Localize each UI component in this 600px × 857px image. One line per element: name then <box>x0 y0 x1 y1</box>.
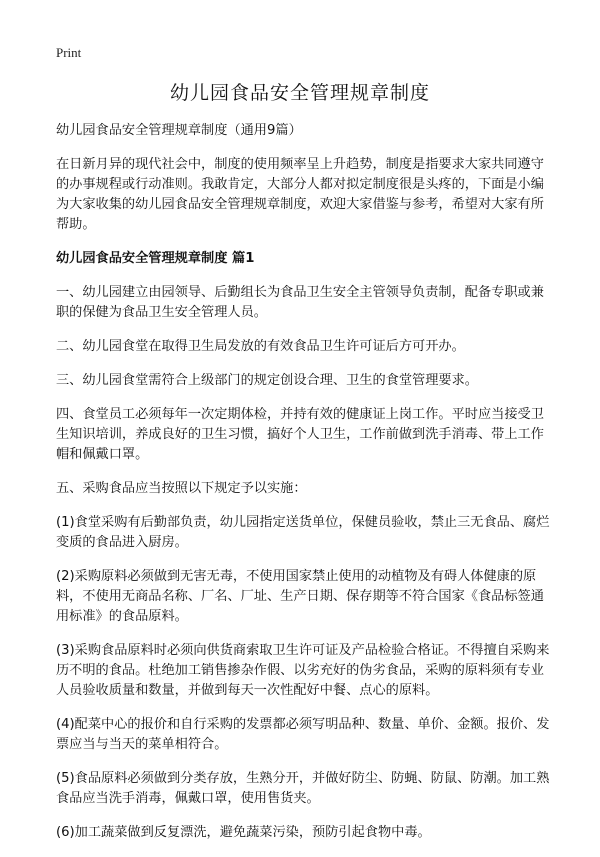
page-title: 幼儿园食品安全管理规章制度 <box>169 82 430 104</box>
section-heading: 幼儿园食品安全管理规章制度 篇1 <box>56 251 255 266</box>
document-subtitle: 幼儿园食品安全管理规章制度（通用9篇） <box>56 123 302 138</box>
document-body <box>56 121 550 857</box>
paragraph-3: 三、幼儿园食堂需符合上级部门的规定创设合理、卫生的食堂管理要求。 <box>56 373 478 388</box>
paragraph-9: (4)配菜中心的报价和自行采购的发票都必须写明品种、数量、单价、金额。报价、发票应当与当天的菜单相符合。 <box>56 717 550 752</box>
paragraph-7: (2)采购原料必须做到无害无毒，不使用国家禁止使用的动植物及有碍人体健康的原料，不使用无商品名称、厂名、厂址、生产日期、保存期等不符合国家《食品标签通用标准》的食品原料。 <box>56 569 544 624</box>
paragraph-6: (1)食堂采购有后勤部负责，幼儿园指定送货单位，保健员验收，禁止三无食品、腐烂变质的食品进入厨房。 <box>56 515 550 550</box>
paragraph-10: (5)食品原料必须做到分类存放，生熟分开，并做好防尘、防蝇、防鼠、防潮。加工熟食品应当洗手消毒，佩戴口罩，使用售货夹。 <box>56 771 550 806</box>
paragraph-8: (3)采购食品原料时必须向供货商索取卫生许可证及产品检验合格证。不得擅自采购来历不明的食品。杜绝加工销售掺杂作假、以劣充好的伪劣食品，采购的原料须有专业人员验收质量和数量，并做到每天一次性配好中餐、点心的原料。 <box>56 643 550 698</box>
paragraph-5: 五、采购食品应当按照以下规定予以实施： <box>56 481 307 496</box>
paragraph-1: 一、幼儿园建立由园领导、后勤组长为食品卫生安全主管领导负责制，配备专职或兼职的保健为食品卫生安全管理人员。 <box>56 285 544 320</box>
paragraph-11: (6)加工蔬菜做到反复漂洗，避免蔬菜污染，预防引起食物中毒。 <box>56 825 431 840</box>
paragraph-2: 二、幼儿园食堂在取得卫生局发放的有效食品卫生许可证后方可开办。 <box>56 339 465 354</box>
print-link[interactable]: Print <box>56 45 82 60</box>
intro-paragraph: 在日新月异的现代社会中，制度的使用频率呈上升趋势，制度是指要求大家共同遵守的办事规程或行动准则。我敢肯定，大部分人都对拟定制度很是头疼的，下面是小编为大家收集的幼儿园食品安全管理规章制度，欢迎大家借鉴与参考，希望对大家有所帮助。 <box>56 157 544 232</box>
paragraph-4: 四、食堂员工必须每年一次定期体检，并持有效的健康证上岗工作。平时应当接受卫生知识培训，养成良好的卫生习惯，搞好个人卫生，工作前做到洗手消毒、带上工作帽和佩戴口罩。 <box>56 407 544 462</box>
